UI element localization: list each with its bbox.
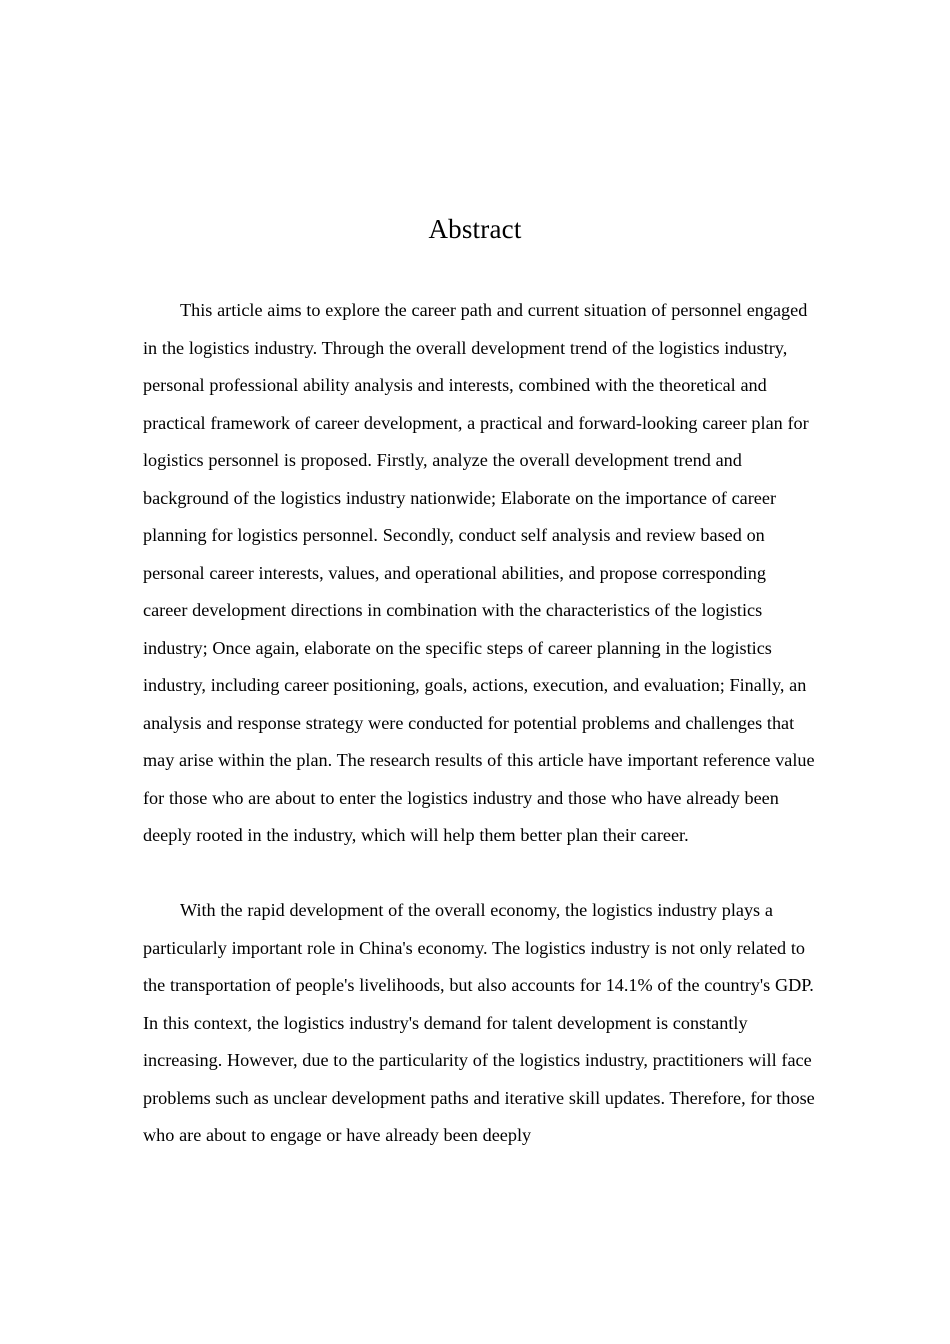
page-title: Abstract — [428, 214, 522, 245]
abstract-body — [143, 292, 815, 1155]
paragraph: With the rapid development of the overall economy, the logistics industry plays a particularly important role in China's economy. The logistics industry is not only related to the transportation of people's livelihoods, but also accounts for 14.1% of the country's GDP. In this context, the logistics industry's demand for talent development is constantly increasing. However, due to the particularity of the logistics industry, practitioners will face problems such as unclear development paths and iterative skill updates. Therefore, for those who are about to engage or have already been deeply — [143, 900, 815, 1145]
paragraph: This article aims to explore the career path and current situation of personnel engaged in the logistics industry. Through the overall development trend of the logistics industry, personal professional ability analysis and interests, combined with the theoretical and practical framework of career development, a practical and forward-looking career plan for logistics personnel is proposed. Firstly, analyze the overall development trend and background of the logistics industry nationwide; Elaborate on the importance of career planning for logistics personnel. Secondly, conduct self analysis and review based on personal career interests, values, and operational abilities, and propose corresponding career development directions in combination with the characteristics of the logistics industry; Once again, elaborate on the specific steps of career planning in the logistics industry, including career positioning, goals, actions, execution, and evaluation; Finally, an analysis and response strategy were conducted for potential problems and challenges that may arise within the plan. The research results of this article have important reference value for those who are about to enter the logistics industry and those who have already been deeply rooted in the industry, which will help them better plan their career. — [143, 300, 815, 845]
